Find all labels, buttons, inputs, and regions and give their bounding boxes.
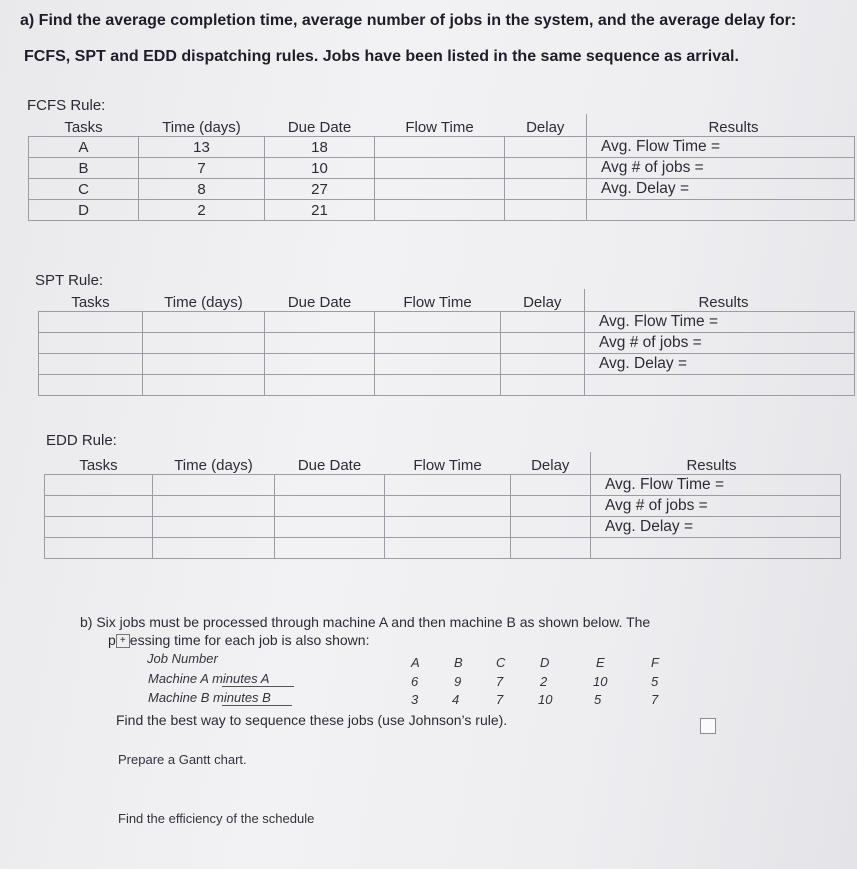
job-header: B	[454, 655, 463, 670]
spt-header-due: Due Date	[265, 289, 375, 312]
machine-a-time: 7	[496, 674, 504, 689]
machine-a-time: 5	[651, 674, 659, 689]
edd-flow-cell[interactable]	[385, 538, 511, 559]
edd-flow-cell[interactable]	[385, 475, 511, 496]
spt-result-blank[interactable]	[585, 375, 855, 396]
edd-time-cell[interactable]	[153, 496, 275, 517]
question-b-line2	[108, 632, 369, 648]
edd-result-jobs: Avg # of jobs =	[591, 496, 841, 517]
fcfs-task-cell: A	[29, 137, 139, 158]
edd-flow-cell[interactable]	[385, 517, 511, 538]
fcfs-time-cell: 2	[139, 200, 265, 221]
spt-result-flow: Avg. Flow Time =	[585, 312, 855, 333]
spt-flow-cell[interactable]	[375, 333, 501, 354]
spt-task-cell[interactable]	[39, 312, 143, 333]
spt-header-flow: Flow Time	[375, 289, 501, 312]
spt-table	[38, 289, 855, 396]
fcfs-header-flow: Flow Time	[375, 114, 505, 137]
spt-result-jobs: Avg # of jobs =	[585, 333, 855, 354]
fcfs-header-time: Time (days)	[139, 114, 265, 137]
fcfs-delay-cell[interactable]	[505, 158, 587, 179]
edd-result-delay: Avg. Delay =	[591, 517, 841, 538]
job-header: F	[651, 655, 659, 670]
machine-b-time: 7	[496, 692, 504, 707]
spt-flow-cell[interactable]	[375, 312, 501, 333]
fcfs-due-cell: 27	[265, 179, 375, 200]
checkbox-icon[interactable]	[700, 718, 716, 734]
question-b-line2-pre: p	[108, 632, 116, 648]
spt-time-cell[interactable]	[143, 333, 265, 354]
edd-result-blank[interactable]	[591, 538, 841, 559]
edd-delay-cell[interactable]	[511, 517, 591, 538]
edd-result-flow: Avg. Flow Time =	[591, 475, 841, 496]
spt-flow-cell[interactable]	[375, 354, 501, 375]
fcfs-task-cell: C	[29, 179, 139, 200]
machine-a-underline	[222, 686, 294, 687]
edd-header-tasks: Tasks	[45, 452, 153, 475]
machine-b-label-text: Machine B minutes B	[148, 690, 271, 705]
fcfs-time-cell: 8	[139, 179, 265, 200]
edd-flow-cell[interactable]	[385, 496, 511, 517]
machine-a-time: 6	[411, 674, 419, 689]
spt-title: SPT Rule:	[35, 272, 104, 289]
edd-table	[44, 452, 841, 559]
spt-flow-cell[interactable]	[375, 375, 501, 396]
machine-b-time: 10	[538, 692, 553, 707]
fcfs-delay-cell[interactable]	[505, 179, 587, 200]
edd-due-cell[interactable]	[275, 538, 385, 559]
edd-time-cell[interactable]	[153, 538, 275, 559]
spt-due-cell[interactable]	[265, 312, 375, 333]
edd-time-cell[interactable]	[153, 475, 275, 496]
edd-task-cell[interactable]	[45, 517, 153, 538]
spt-delay-cell[interactable]	[501, 375, 585, 396]
fcfs-delay-cell[interactable]	[505, 137, 587, 158]
machine-a-time: 9	[454, 674, 462, 689]
spt-task-cell[interactable]	[39, 333, 143, 354]
edd-time-cell[interactable]	[153, 517, 275, 538]
fcfs-due-cell: 10	[265, 158, 375, 179]
machine-b-time: 4	[452, 692, 460, 707]
job-header: E	[596, 655, 605, 670]
fcfs-task-cell: B	[29, 158, 139, 179]
fcfs-task-cell: D	[29, 200, 139, 221]
machine-b-underline	[222, 705, 292, 706]
edd-header-results: Results	[591, 452, 841, 475]
fcfs-result-delay: Avg. Delay =	[587, 179, 855, 200]
fcfs-header-tasks: Tasks	[29, 114, 139, 137]
question-a-line2: FCFS, SPT and EDD dispatching rules. Jobs have been listed in the same sequence as arrival.	[24, 48, 739, 65]
fcfs-table	[28, 114, 855, 221]
spt-time-cell[interactable]	[143, 354, 265, 375]
fcfs-flow-cell[interactable]	[375, 158, 505, 179]
machine-a-label-text: Machine A minutes A	[148, 671, 270, 686]
question-a-line1: a) Find the average completion time, average number of jobs in the system, and the average delay for:	[20, 12, 797, 29]
edd-header-due: Due Date	[275, 452, 385, 475]
fcfs-due-cell: 18	[265, 137, 375, 158]
edd-delay-cell[interactable]	[511, 496, 591, 517]
edd-header-delay: Delay	[511, 452, 591, 475]
machine-b-label	[148, 690, 271, 705]
fcfs-header-delay: Delay	[505, 114, 587, 137]
spt-header-delay: Delay	[501, 289, 585, 312]
question-b-line1: b) Six jobs must be processed through machine A and then machine B as shown below. The	[80, 614, 651, 630]
spt-delay-cell[interactable]	[501, 312, 585, 333]
fcfs-delay-cell[interactable]	[505, 200, 587, 221]
fcfs-result-flow: Avg. Flow Time =	[587, 137, 855, 158]
move-handle-icon[interactable]: +	[116, 634, 130, 648]
fcfs-result-blank[interactable]	[587, 200, 855, 221]
spt-due-cell[interactable]	[265, 333, 375, 354]
spt-time-cell[interactable]	[143, 312, 265, 333]
machine-a-time: 10	[593, 674, 608, 689]
edd-due-cell[interactable]	[275, 475, 385, 496]
spt-task-cell[interactable]	[39, 375, 143, 396]
spt-header-tasks: Tasks	[39, 289, 143, 312]
job-number-label: Job Number	[147, 651, 218, 666]
edd-header-time: Time (days)	[153, 452, 275, 475]
fcfs-flow-cell[interactable]	[375, 179, 505, 200]
sequence-question: Find the best way to sequence these jobs (use Johnson’s rule).	[116, 712, 508, 728]
edd-due-cell[interactable]	[275, 517, 385, 538]
fcfs-result-jobs: Avg # of jobs =	[587, 158, 855, 179]
fcfs-header-results: Results	[587, 114, 855, 137]
edd-due-cell[interactable]	[275, 496, 385, 517]
fcfs-header-due: Due Date	[265, 114, 375, 137]
fcfs-flow-cell[interactable]	[375, 137, 505, 158]
fcfs-title: FCFS Rule:	[27, 97, 106, 114]
spt-delay-cell[interactable]	[501, 333, 585, 354]
spt-due-cell[interactable]	[265, 375, 375, 396]
question-b-line2-post: essing time for each job is also shown:	[129, 632, 370, 648]
edd-delay-cell[interactable]	[511, 538, 591, 559]
spt-header-results: Results	[585, 289, 855, 312]
machine-b-time: 5	[594, 692, 602, 707]
fcfs-time-cell: 13	[139, 137, 265, 158]
fcfs-flow-cell[interactable]	[375, 200, 505, 221]
spt-result-delay: Avg. Delay =	[585, 354, 855, 375]
gantt-prompt: Prepare a Gantt chart.	[118, 752, 247, 767]
machine-b-time: 7	[651, 692, 659, 707]
efficiency-prompt: Find the efficiency of the schedule	[118, 811, 315, 826]
job-header: C	[496, 655, 506, 670]
job-header: D	[540, 655, 550, 670]
fcfs-due-cell: 21	[265, 200, 375, 221]
edd-delay-cell[interactable]	[511, 475, 591, 496]
edd-title: EDD Rule:	[46, 432, 117, 449]
spt-due-cell[interactable]	[265, 354, 375, 375]
fcfs-time-cell: 7	[139, 158, 265, 179]
edd-header-flow: Flow Time	[385, 452, 511, 475]
edd-task-cell[interactable]	[45, 475, 153, 496]
machine-a-label	[148, 671, 269, 686]
spt-delay-cell[interactable]	[501, 354, 585, 375]
edd-task-cell[interactable]	[45, 496, 153, 517]
machine-a-time: 2	[540, 674, 548, 689]
job-header: A	[411, 655, 420, 670]
edd-task-cell[interactable]	[45, 538, 153, 559]
machine-b-time: 3	[411, 692, 419, 707]
spt-header-time: Time (days)	[143, 289, 265, 312]
spt-task-cell[interactable]	[39, 354, 143, 375]
spt-time-cell[interactable]	[143, 375, 265, 396]
